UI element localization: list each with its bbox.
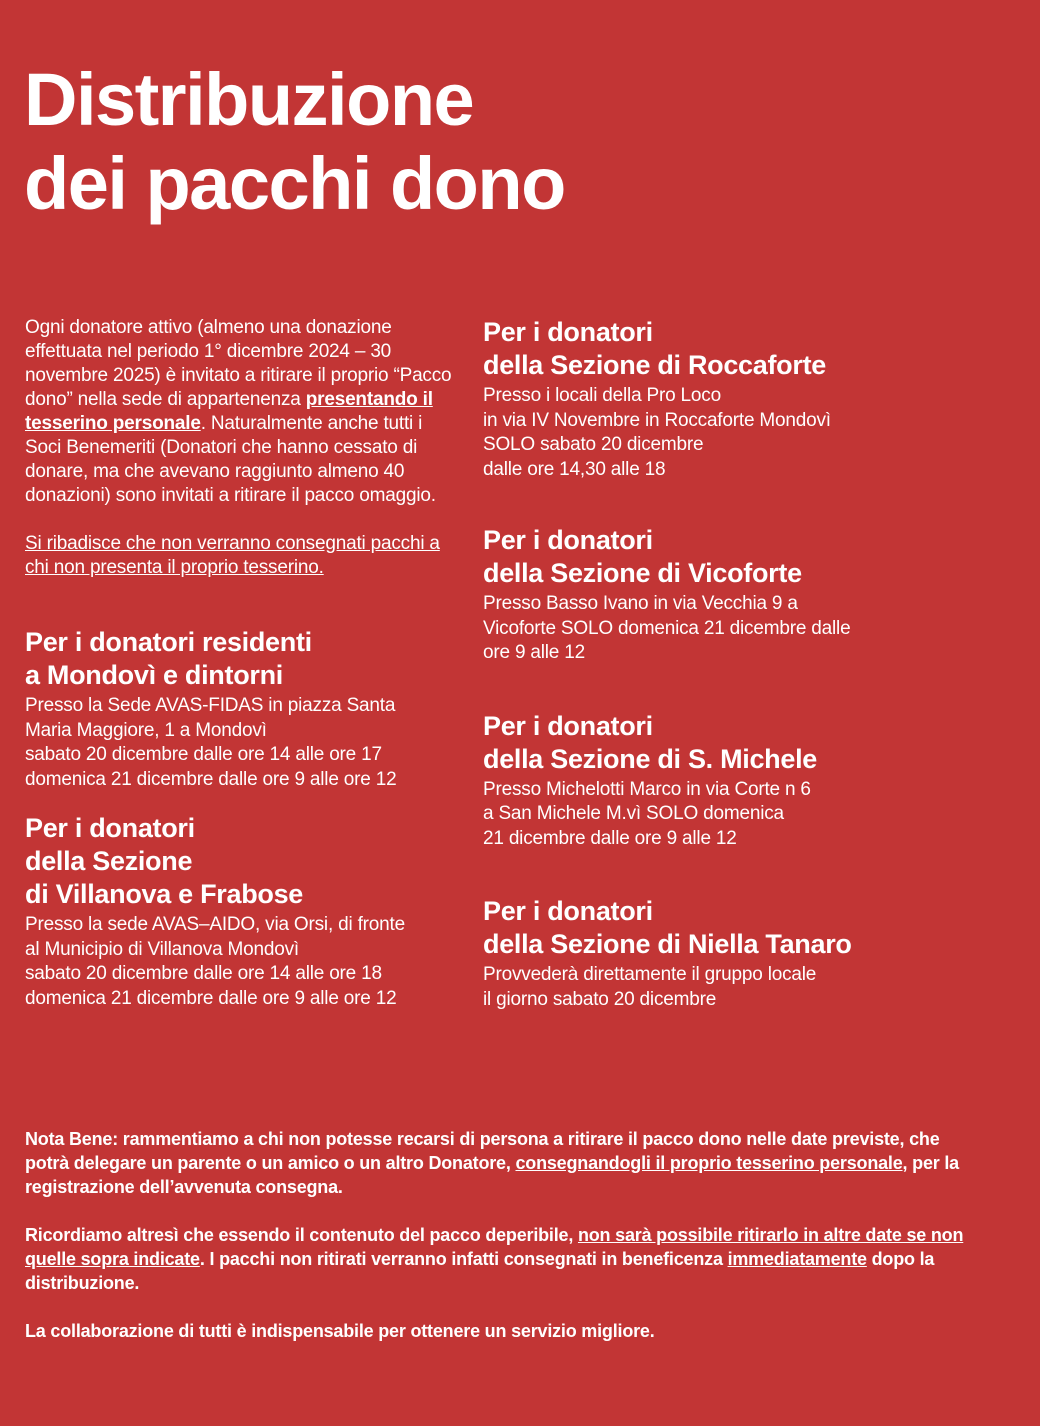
note-text: dopo la distribuzione. — [25, 1249, 935, 1293]
body-line: sabato 20 dicembre dalle ore 14 alle ore 18 — [25, 963, 382, 984]
body-line: Maria Maggiore, 1 a Mondovì — [25, 719, 267, 741]
section-vicoforte — [483, 524, 923, 666]
note-underlined-text: non sarà possibile ritirarlo in altre date se non quelle sopra indicate — [25, 1225, 964, 1269]
note-paragraph-1 — [25, 1127, 985, 1199]
heading-line: Per i donatori — [25, 813, 195, 843]
note-paragraph-3: La collaborazione di tutti è indispensabile per ottenere un servizio migliore. — [25, 1321, 655, 1341]
note-text: Nota Bene: rammentiamo a chi non potesse recarsi di persona a ritirare il pacco dono nelle date previste, che potrà delegare un parente o un amico o un altro Donatore, — [25, 1129, 940, 1173]
heading-line: della Sezione di Niella Tanaro — [483, 929, 852, 959]
body-line: al Municipio di Villanova Mondovì — [25, 938, 299, 960]
body-line: Presso Michelotti Marco in via Corte n 6 — [483, 778, 811, 800]
body-line: a San Michele M.vì SOLO domenica — [483, 803, 784, 824]
note-text: , per la registrazione dell’avvenuta consegna. — [25, 1153, 959, 1197]
heading-line: Per i donatori residenti — [25, 627, 312, 657]
heading-line: Per i donatori — [483, 525, 653, 555]
page-title — [24, 58, 1004, 226]
heading-line: della Sezione di Vicoforte — [483, 558, 802, 588]
heading-line: Per i donatori — [483, 710, 653, 741]
notes-block — [25, 1127, 985, 1343]
heading-line: della Sezione — [25, 846, 193, 876]
section-roccaforte — [483, 316, 923, 482]
body-line: Presso la Sede AVAS-FIDAS in piazza Santa — [25, 695, 396, 716]
body-line: ore 9 alle 12 — [483, 642, 585, 663]
body-line: 21 dicembre dalle ore 9 alle 12 — [483, 827, 737, 849]
section-niella-body — [483, 963, 923, 1012]
note-text: Ricordiamo altresì che essendo il contenuto del pacco deperibile, — [25, 1225, 578, 1245]
note-paragraph-2 — [25, 1223, 985, 1295]
section-roccaforte-body — [483, 384, 923, 482]
section-mondovi-heading — [25, 626, 455, 692]
body-line: il giorno sabato 20 dicembre — [483, 988, 717, 1010]
right-column — [483, 316, 923, 1012]
section-villanova-heading — [25, 812, 455, 911]
section-niella-heading — [483, 895, 923, 961]
section-mondovi — [25, 626, 455, 792]
heading-line: a Mondovì e dintorni — [25, 660, 283, 690]
note-underlined-text: immediatamente — [727, 1249, 867, 1269]
note-underlined-text: consegnandogli il proprio tesserino personale — [515, 1153, 903, 1173]
intro-text-before: Ogni donatore attivo (almeno una donazione effettuata nel periodo 1° dicembre 2024 – 30 novembre 2025) è invitato a ritirare il proprio “Pacco dono” nella sede di appartenenza — [25, 317, 452, 410]
intro-text-after: . Naturalmente anche tutti i Soci Benemeriti (Donatori che hanno cessato di donare, ma che avevano raggiunto almeno 40 donazioni) sono invitati a ritirare il pacco omaggio. — [25, 413, 436, 506]
title-line-2: dei pacchi dono — [24, 142, 565, 225]
section-villanova-body — [25, 913, 455, 1011]
section-vicoforte-heading — [483, 524, 923, 590]
heading-line: della Sezione di Roccaforte — [483, 350, 826, 380]
section-vicoforte-body — [483, 592, 923, 666]
body-line: Presso Basso Ivano in via Vecchia 9 a — [483, 593, 798, 614]
section-niella — [483, 895, 923, 1012]
body-line: Presso i locali della Pro Loco — [483, 385, 721, 406]
heading-line: di Villanova e Frabose — [25, 879, 304, 909]
note-text: . I pacchi non ritirati verranno infatti consegnati in beneficenza — [199, 1249, 728, 1269]
section-villanova — [25, 812, 455, 1011]
body-line: sabato 20 dicembre dalle ore 14 alle ore 17 — [25, 744, 382, 765]
section-smichele-body — [483, 778, 923, 852]
body-line: Presso la sede AVAS–AIDO, via Orsi, di fronte — [25, 914, 405, 935]
body-line: Vicoforte SOLO domenica 21 dicembre dalle — [483, 617, 851, 639]
heading-line: Per i donatori — [483, 317, 653, 347]
body-line: dalle ore 14,30 alle 18 — [483, 458, 666, 480]
body-line: Provvederà direttamente il gruppo locale — [483, 964, 817, 985]
left-column — [25, 316, 455, 1011]
body-line: domenica 21 dicembre dalle ore 9 alle ore 12 — [25, 768, 397, 790]
title-line-1: Distribuzione — [24, 58, 474, 141]
body-line: SOLO sabato 20 dicembre — [483, 434, 704, 455]
section-smichele-heading — [483, 710, 923, 776]
section-roccaforte-heading — [483, 316, 923, 382]
warning-paragraph: Si ribadisce che non verranno consegnati pacchi a chi non presenta il proprio tesserino. — [25, 533, 440, 578]
body-line: domenica 21 dicembre dalle ore 9 alle ore 12 — [25, 987, 397, 1009]
heading-line: della Sezione di S. Michele — [483, 743, 818, 774]
section-mondovi-body — [25, 694, 455, 792]
heading-line: Per i donatori — [483, 896, 653, 926]
intro-strong-text: presentando il tesserino personale — [25, 389, 433, 434]
section-smichele — [483, 710, 923, 852]
body-line: in via IV Novembre in Roccaforte Mondovì — [483, 409, 831, 431]
intro-paragraph — [25, 316, 455, 508]
